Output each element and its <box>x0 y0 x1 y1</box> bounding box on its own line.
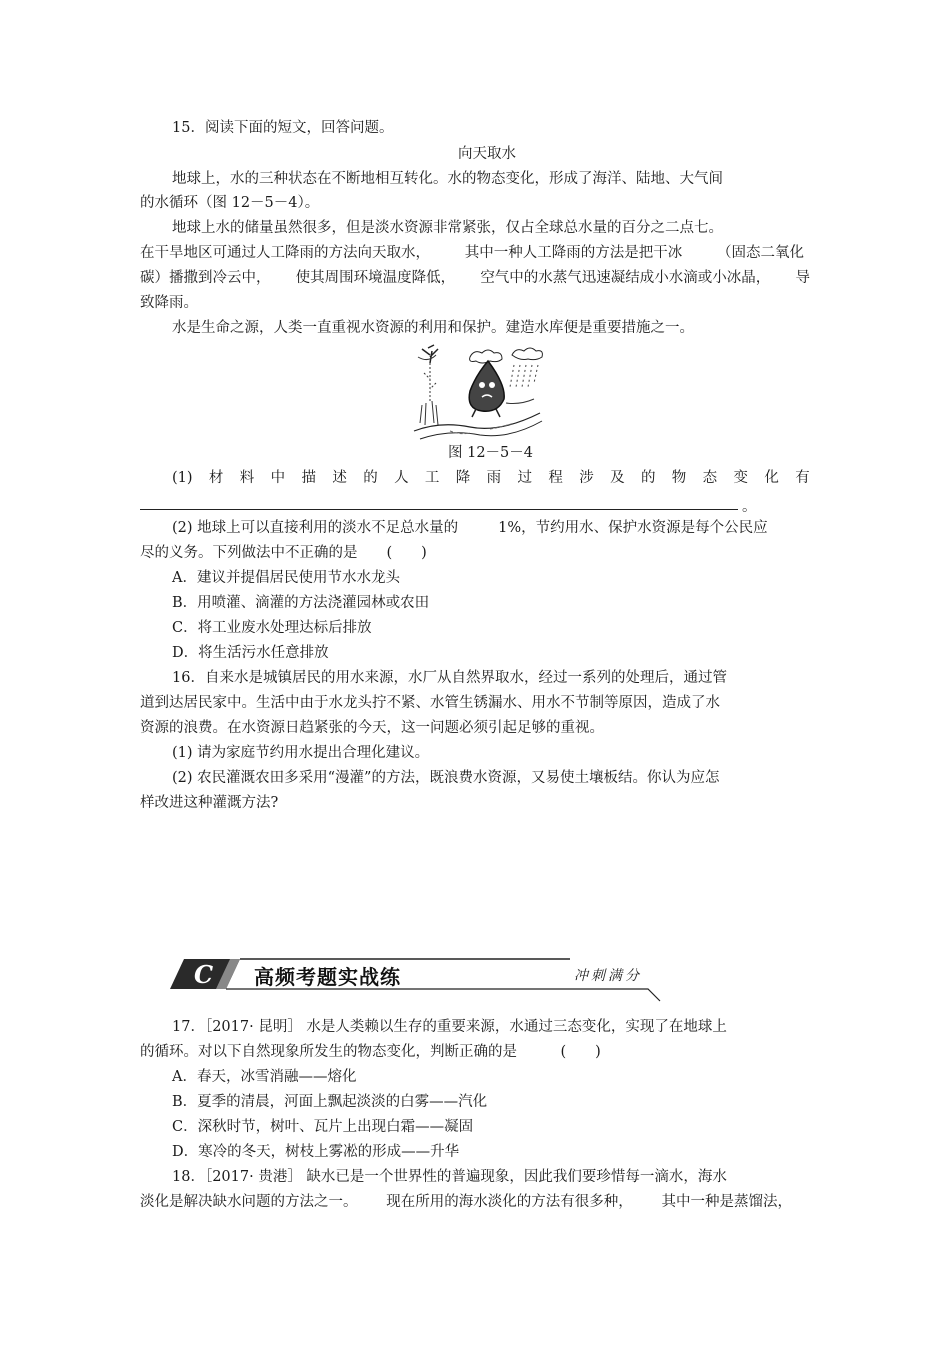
water-drop-rain-icon <box>410 343 545 443</box>
q17-option-b: B．夏季的清晨，河面上飘起淡淡的白雾——汽化 <box>172 1094 488 1110</box>
q15-stem: 15．阅读下面的短文，回答问题。 <box>172 120 394 136</box>
passage-p2-line3: 碳）播撒到冷云中， 使其周围环境温度降低， 空气中的水蒸气迅速凝结成小水滴或小冰晶， 导 <box>140 270 810 286</box>
q15-option-a: A．建议并提倡居民使用节水水龙头 <box>172 570 400 586</box>
water-cycle-illustration <box>410 343 545 443</box>
passage-p1-line1: 地球上，水的三种状态在不断地相互转化。水的物态变化，形成了海洋、陆地、大气间 <box>172 171 723 187</box>
q17-line2: 的循环。对以下自然现象所发生的物态变化，判断正确的是 ( ) <box>140 1044 601 1060</box>
answer-blank-line[interactable] <box>140 509 738 510</box>
answer-blank-end: 。 <box>742 499 757 515</box>
q15-option-b: B．用喷灌、滴灌的方法浇灌园林或农田 <box>172 595 430 611</box>
q15-option-c: C．将工业废水处理达标后排放 <box>172 620 372 636</box>
passage-p2-line1: 地球上水的储量虽然很多，但是淡水资源非常紧张，仅占全球总水量的百分之二点七。 <box>172 220 723 236</box>
q16-sub2-line2: 样改进这种灌溉方法? <box>140 795 279 811</box>
q15-sub1: (1) 材 料 中 描 述 的 人 工 降 雨 过 程 涉 及 的 物 态 变 化 有 <box>172 470 810 486</box>
passage-p3: 水是生命之源，人类一直重视水资源的利用和保护。建造水库便是重要措施之一。 <box>172 320 694 336</box>
banner-letter: C <box>194 960 214 989</box>
section-banner <box>170 955 665 1003</box>
q16-line2: 道到达居民家中。生活中由于水龙头拧不紧、水管生锈漏水、用水不节制等原因，造成了水 <box>140 695 720 711</box>
q17-line1: 17．［2017· 昆明］ 水是人类赖以生存的重要来源，水通过三态变化，实现了在地球上 <box>172 1019 727 1035</box>
q17-option-c: C．深秋时节，树叶、瓦片上出现白霜——凝固 <box>172 1119 474 1135</box>
figure-caption: 图 12－5－4 <box>448 445 534 461</box>
q17-option-a: A．春天，冰雪消融——熔化 <box>172 1069 357 1085</box>
banner-title: 高频考题实战练 <box>254 965 401 989</box>
banner-subtitle: 冲刺满分 <box>574 968 642 984</box>
q15-option-d: D．将生活污水任意排放 <box>172 645 329 661</box>
q18-line1: 18．［2017· 贵港］ 缺水已是一个世界性的普遍现象，因此我们要珍惜每一滴水，海水 <box>172 1169 727 1185</box>
passage-title: 向天取水 <box>458 146 516 162</box>
q17-option-d: D．寒冷的冬天，树枝上雾凇的形成——升华 <box>172 1144 460 1160</box>
q15-sub2-line1: (2) 地球上可以直接利用的淡水不足总水量的 1%，节约用水、保护水资源是每个公民应 <box>172 520 768 536</box>
passage-p2-line4: 致降雨。 <box>140 295 198 311</box>
q16-line3: 资源的浪费。在水资源日趋紧张的今天，这一问题必须引起足够的重视。 <box>140 720 604 736</box>
q15-sub2-line2: 尽的义务。下列做法中不正确的是 ( ) <box>140 545 427 561</box>
q16-line1: 16．自来水是城镇居民的用水来源，水厂从自然界取水，经过一系列的处理后，通过管 <box>172 670 727 686</box>
passage-p2-line2: 在干旱地区可通过人工降雨的方法向天取水， 其中一种人工降雨的方法是把干冰 （固态二氧化 <box>140 245 804 261</box>
q16-sub1: (1) 请为家庭节约用水提出合理化建议。 <box>172 745 430 761</box>
passage-p1-line2: 的水循环（图 12－5－4）。 <box>140 195 320 211</box>
q18-line2: 淡化是解决缺水问题的方法之一。 现在所用的海水淡化的方法有很多种， 其中一种是蒸馏法， <box>140 1194 792 1210</box>
q16-sub2-line1: (2) 农民灌溉农田多采用“漫灌”的方法，既浪费水资源，又易使土壤板结。你认为应怎 <box>172 770 720 786</box>
